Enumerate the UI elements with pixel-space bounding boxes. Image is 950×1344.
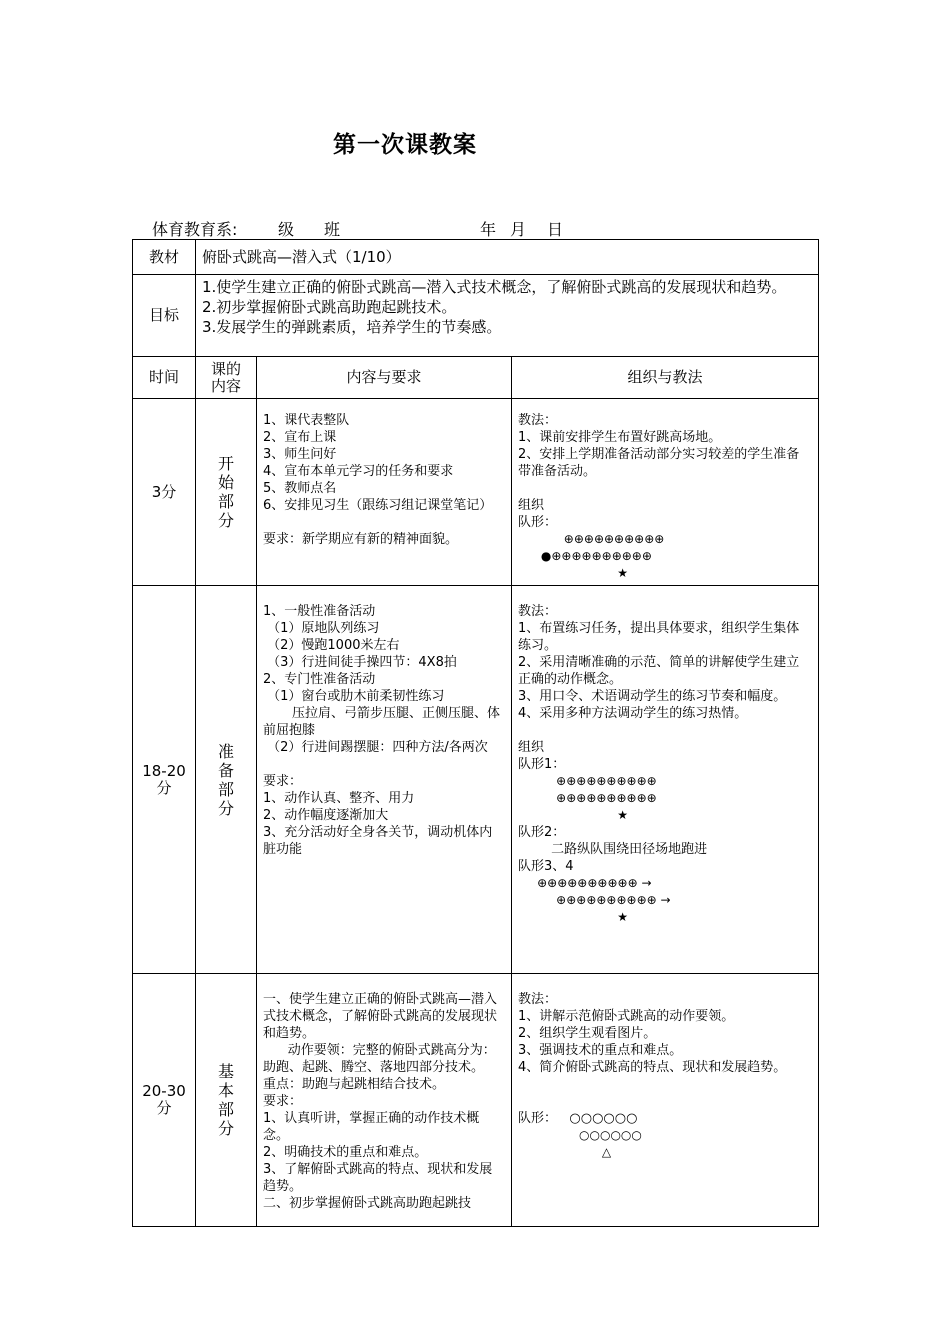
material-label: 教材 <box>133 240 196 275</box>
day-label: 日 <box>547 220 564 239</box>
formation-row: ⊕⊕⊕⊕⊕⊕⊕⊕⊕⊕ <box>518 532 665 546</box>
goal-item: 2.初步掌握俯卧式跳高助跑起跳技术。 <box>202 298 457 316</box>
goal-list <box>196 275 818 339</box>
page-title: 第一次课教案 <box>333 132 477 158</box>
formation-row: ⊕⊕⊕⊕⊕⊕⊕⊕⊕⊕ <box>518 774 657 788</box>
content-header: 内容与要求 <box>257 357 512 399</box>
section-row-basic <box>133 974 819 1227</box>
year-label: 年 <box>480 220 497 239</box>
org-header: 组织与教法 <box>512 357 819 399</box>
section-content: 1、一般性准备活动 （1）原地队列练习 （2）慢跑1000米左右 （3）行进间徒手操四节：4X8拍 2、专门性准备活动 （1）窗台或肋木前柔韧性练习 压拉肩、弓箭步压腿、正侧压腿、体前屈抱膝 （2）行进间踢摆腿：四种方法/各两次 要求： 1、动作认真、整齐、用力 2、动作幅度逐渐加大 3、充分活动好全身各关节，调动机体内脏功能 <box>263 604 500 857</box>
teacher-marker: △ <box>518 1145 612 1159</box>
section-time: 3分 <box>133 399 196 586</box>
teacher-marker: ★ <box>518 566 628 580</box>
department-label: 体育教育系: <box>152 220 238 239</box>
formation-row: ⊕⊕⊕⊕⊕⊕⊕⊕⊕⊕ → <box>518 893 671 907</box>
section-row-opening <box>133 399 819 586</box>
section-part: 开 始 部 分 <box>217 454 234 530</box>
column-header-row <box>133 357 819 399</box>
section-part: 准 备 部 分 <box>217 741 234 818</box>
material-row <box>133 240 819 275</box>
teacher-marker: ★ <box>518 910 628 924</box>
month-label: 月 <box>510 220 527 239</box>
section-time: 18-20 分 <box>133 586 196 974</box>
goal-item: 1.使学生建立正确的俯卧式跳高—潜入式技术概念，了解俯卧式跳高的发展现状和趋势。 <box>202 278 787 296</box>
part-header: 课的 内容 <box>196 357 257 399</box>
teacher-marker: ★ <box>518 808 628 822</box>
lesson-plan-table <box>132 239 819 1227</box>
material-value: 俯卧式跳高—潜入式（1/10） <box>202 248 401 266</box>
section-time: 20-30 分 <box>133 974 196 1227</box>
section-organization: 教法： 1、课前安排学生布置好跳高场地。 2、安排上学期准备活动部分实习较差的学生准备带准备活动。 组织 队形： ⊕⊕⊕⊕⊕⊕⊕⊕⊕⊕ ●⊕⊕⊕⊕⊕⊕⊕⊕⊕⊕ ★ <box>512 399 818 582</box>
section-part: 基 本 部 分 <box>217 1062 234 1138</box>
section-organization: 教法： 1、布置练习任务，提出具体要求，组织学生集体练习。 2、采用清晰准确的示范、简单的讲解使学生建立正确的动作概念。 3、用口令、术语调动学生的练习节奏和幅度。 4、采用多种方法调动学生的练习热情。 组织 队形1： ⊕⊕⊕⊕⊕⊕⊕⊕⊕⊕ ⊕⊕⊕⊕⊕⊕⊕⊕⊕⊕ ★ 队形2： 二路纵队围绕田径场地跑进 队形3、4 ⊕⊕⊕⊕⊕⊕⊕⊕⊕⊕ → ⊕⊕⊕⊕⊕⊕⊕⊕⊕⊕ → ★ <box>512 586 818 926</box>
section-content: 1、课代表整队 2、宣布上课 3、师生问好 4、宣布本单元学习的任务和要求 5、教师点名 6、安排见习生（跟练习组记课堂笔记） 要求：新学期应有新的精神面貌。 <box>263 413 493 547</box>
time-header: 时间 <box>133 357 196 399</box>
goal-item: 3.发展学生的弹跳素质，培养学生的节奏感。 <box>202 318 502 336</box>
formation-row: ○○○○○○ <box>518 1128 642 1142</box>
goal-row <box>133 275 819 357</box>
formation-row: ⊕⊕⊕⊕⊕⊕⊕⊕⊕⊕ → <box>518 876 652 890</box>
section-row-preparation <box>133 586 819 974</box>
class-label: 班 <box>324 220 341 239</box>
goal-label: 目标 <box>133 275 196 357</box>
grade-label: 级 <box>278 220 295 239</box>
formation-row: ⊕⊕⊕⊕⊕⊕⊕⊕⊕⊕ <box>518 791 657 805</box>
formation-row: ●⊕⊕⊕⊕⊕⊕⊕⊕⊕⊕ <box>518 549 652 563</box>
section-content: 一、使学生建立正确的俯卧式跳高—潜入式技术概念，了解俯卧式跳高的发展现状和趋势。 动作要领：完整的俯卧式跳高分为：助跑、起跳、腾空、落地四部分技术。 重点：助跑与起跳相结合技术。 要求： 1、认真听讲，掌握正确的动作技术概念。 2、明确技术的重点和难点。 3、了解俯卧式跳高的特点、现状和发展趋势。 二、初步掌握俯卧式跳高助跑起跳技 <box>263 992 498 1211</box>
section-organization: 教法： 1、讲解示范俯卧式跳高的动作要领。 2、组织学生观看图片。 3、强调技术的重点和难点。 4、简介俯卧式跳高的特点、现状和发展趋势。 队形： ○○○○○○ ○○○○○○ △ <box>512 974 818 1161</box>
